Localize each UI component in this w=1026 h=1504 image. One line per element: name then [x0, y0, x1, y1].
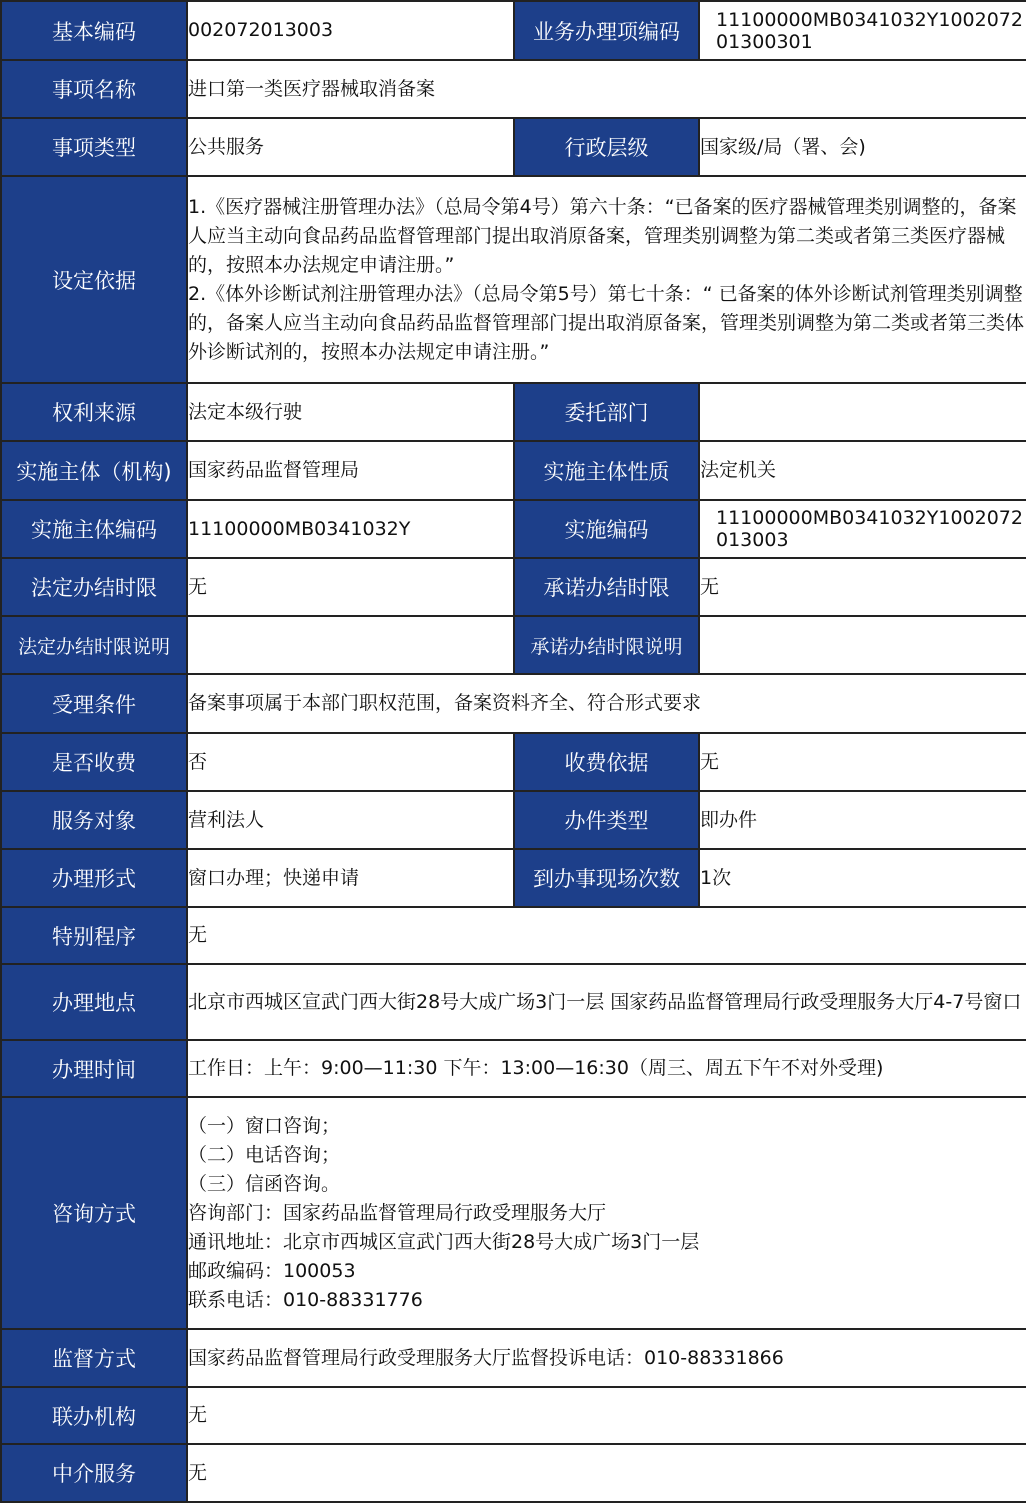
row-joint-agency [1, 1387, 1026, 1444]
admin-level-label: 行政层级 [514, 118, 699, 176]
row-time-limit-note [1, 616, 1026, 674]
service-object-value: 营利法人 [187, 791, 514, 849]
entrusted-dept-label: 委托部门 [514, 383, 699, 441]
consult-line: （一）窗口咨询； [188, 1114, 341, 1137]
row-item-name [1, 60, 1026, 118]
row-hours [1, 1040, 1026, 1097]
case-type-label: 办件类型 [514, 791, 699, 849]
impl-body-value: 国家药品监督管理局 [187, 441, 514, 500]
power-source-label: 权利来源 [1, 383, 187, 441]
impl-code-label: 实施编码 [514, 500, 699, 558]
row-handling-form [1, 849, 1026, 907]
impl-code-value: 11100000MB0341032Y1002072013003 [699, 500, 1026, 558]
basic-code-label: 基本编码 [1, 1, 187, 60]
location-value: 北京市西城区宣武门西大街28号大成广场3门一层 国家药品监督管理局行政受理服务大厅4-7号窗口 [187, 964, 1026, 1040]
fee-basis-value: 无 [699, 733, 1026, 791]
service-object-label: 服务对象 [1, 791, 187, 849]
item-name-label: 事项名称 [1, 60, 187, 118]
admin-level-value: 国家级/局（署、会) [699, 118, 1026, 176]
row-power-source [1, 383, 1026, 441]
row-acceptance [1, 674, 1026, 733]
promised-limit-note-label: 承诺办结时限说明 [514, 616, 699, 674]
consult-line: 咨询部门：国家药品监督管理局行政受理服务大厅 [188, 1201, 607, 1224]
item-name-value: 进口第一类医疗器械取消备案 [187, 60, 1026, 118]
impl-body-code-label: 实施主体编码 [1, 500, 187, 558]
legal-limit-note-value [187, 616, 514, 674]
basis-line: 2.《体外诊断试剂注册管理办法》（总局令第5号）第七十条：“ 已备案的体外诊断试剂管理类别调整的，备案人应当主动向食品药品监督管理部门提出取消原备案，管理类别调整为第二类或者第三类体外诊断试剂的，按照本办法规定申请注册。” [188, 282, 1025, 363]
legal-limit-label: 法定办结时限 [1, 558, 187, 616]
basis-label: 设定依据 [1, 176, 187, 383]
acceptance-label: 受理条件 [1, 674, 187, 733]
row-consult [1, 1097, 1026, 1329]
impl-nature-label: 实施主体性质 [514, 441, 699, 500]
visits-value: 1次 [699, 849, 1026, 907]
row-basic-code [1, 1, 1026, 60]
impl-nature-value: 法定机关 [699, 441, 1026, 500]
row-location [1, 964, 1026, 1040]
case-type-value: 即办件 [699, 791, 1026, 849]
intermediary-value: 无 [187, 1444, 1026, 1502]
basis-line: 1.《医疗器械注册管理办法》（总局令第4号）第六十条：“已备案的医疗器械管理类别调整的，备案人应当主动向食品药品监督管理部门提出取消原备案，管理类别调整为第二类或者第三类医疗器械的，按照本办法规定申请注册。” [188, 195, 1017, 276]
basic-code-value: 002072013003 [187, 1, 514, 60]
item-type-value: 公共服务 [187, 118, 514, 176]
consult-line: 联系电话：010-88331776 [188, 1288, 423, 1311]
entrusted-dept-value [699, 383, 1026, 441]
row-impl-code [1, 500, 1026, 558]
joint-agency-value: 无 [187, 1387, 1026, 1444]
row-intermediary [1, 1444, 1026, 1502]
basis-value [187, 176, 1026, 383]
special-procedure-label: 特别程序 [1, 907, 187, 964]
item-type-label: 事项类型 [1, 118, 187, 176]
consult-line: 邮政编码：100053 [188, 1259, 356, 1282]
impl-body-code-value: 11100000MB0341032Y [187, 500, 514, 558]
power-source-value: 法定本级行驶 [187, 383, 514, 441]
handling-form-label: 办理形式 [1, 849, 187, 907]
consult-label: 咨询方式 [1, 1097, 187, 1329]
row-impl-body [1, 441, 1026, 500]
legal-limit-value: 无 [187, 558, 514, 616]
acceptance-value: 备案事项属于本部门职权范围，备案资料齐全、符合形式要求 [187, 674, 1026, 733]
handling-form-value: 窗口办理；快递申请 [187, 849, 514, 907]
hours-value: 工作日：上午：9:00—11:30 下午：13:00—16:30（周三、周五下午不对外受理) [187, 1040, 1026, 1097]
fee-value: 否 [187, 733, 514, 791]
promised-limit-label: 承诺办结时限 [514, 558, 699, 616]
legal-limit-note-label: 法定办结时限说明 [1, 616, 187, 674]
row-special-procedure [1, 907, 1026, 964]
impl-body-label: 实施主体（机构) [1, 441, 187, 500]
intermediary-label: 中介服务 [1, 1444, 187, 1502]
supervision-value: 国家药品监督管理局行政受理服务大厅监督投诉电话：010-88331866 [187, 1329, 1026, 1387]
row-service-object [1, 791, 1026, 849]
business-code-value: 11100000MB0341032Y100207201300301 [699, 1, 1026, 60]
promised-limit-note-value [699, 616, 1026, 674]
visits-label: 到办事现场次数 [514, 849, 699, 907]
supervision-label: 监督方式 [1, 1329, 187, 1387]
hours-label: 办理时间 [1, 1040, 187, 1097]
row-fee [1, 733, 1026, 791]
promised-limit-value: 无 [699, 558, 1026, 616]
fee-label: 是否收费 [1, 733, 187, 791]
consult-line: （三）信函咨询。 [188, 1172, 341, 1195]
special-procedure-value: 无 [187, 907, 1026, 964]
row-basis [1, 176, 1026, 383]
row-supervision [1, 1329, 1026, 1387]
business-code-label: 业务办理项编码 [514, 1, 699, 60]
joint-agency-label: 联办机构 [1, 1387, 187, 1444]
fee-basis-label: 收费依据 [514, 733, 699, 791]
consult-line: 通讯地址：北京市西城区宣武门西大街28号大成广场3门一层 [188, 1230, 700, 1253]
consult-line: （二）电话咨询； [188, 1143, 341, 1166]
location-label: 办理地点 [1, 964, 187, 1040]
row-item-type [1, 118, 1026, 176]
consult-value [187, 1097, 1026, 1329]
row-time-limit [1, 558, 1026, 616]
